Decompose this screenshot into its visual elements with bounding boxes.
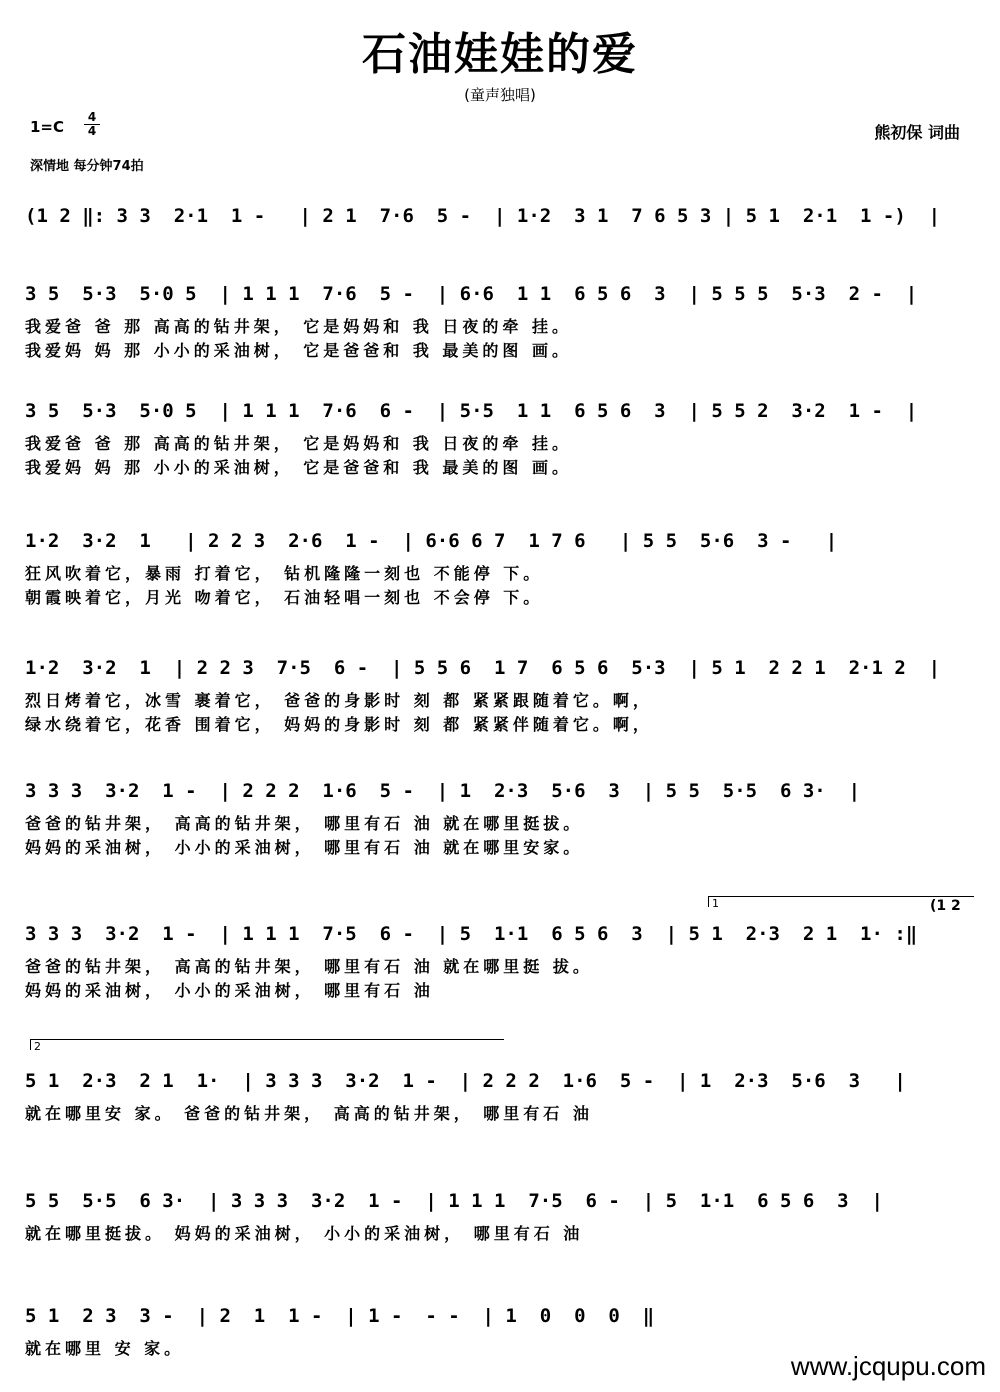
notes-line: 5 1 2·3 2 1 1· | 3 3 3 3·2 1 - | 2 2 2 1·6 5 - | 1 2·3 5·6 3 | [25,1070,906,1092]
volta-first-label: 1 [712,897,719,910]
lyric-verse-1: 我爱爸 爸 那 高高的钻井架， 它是妈妈和 我 日夜的牵 挂。 [25,434,572,453]
notes-line: 5 5 5·5 6 3· | 3 3 3 3·2 1 - | 1 1 1 7·5 6 - | 5 1·1 6 5 6 3 | [25,1190,883,1212]
notes-line: 3 3 3 3·2 1 - | 1 1 1 7·5 6 - | 5 1·1 6 5 6 3 | 5 1 2·3 2 1 1· :‖ [25,923,918,945]
lyric-verse-1: 我爱爸 爸 那 高高的钻井架， 它是妈妈和 我 日夜的牵 挂。 [25,317,572,336]
volta-second-ending [30,1039,504,1053]
lyric-verse-1: 爸爸的钻井架， 高高的钻井架， 哪里有石 油 就在哪里挺 拔。 [25,957,593,976]
song-title: 石油娃娃的爱 [362,29,638,80]
notes-line: 3 5 5·3 5·0 5 | 1 1 1 7·6 5 - | 6·6 1 1 6 5 6 3 | 5 5 5 5·3 2 - | [25,283,918,305]
notes-line: 1·2 3·2 1 | 2 2 3 2·6 1 - | 6·6 6 7 1 7 6 | 5 5 5·6 3 - | [25,530,838,552]
lyric-verse-1: 就在哪里挺拔。 妈妈的采油树， 小小的采油树， 哪里有石 油 [25,1224,584,1243]
lyric-verse-2: 妈妈的采油树， 小小的采油树， 哪里有石 油 就在哪里安家。 [25,838,584,857]
volta-second-label: 2 [34,1040,41,1053]
key-signature: 1=C [30,118,65,136]
site-watermark: www.jcqupu.com [790,1351,986,1381]
lyric-verse-1: 爸爸的钻井架， 高高的钻井架， 哪里有石 油 就在哪里挺拔。 [25,814,584,833]
lyric-verse-1: 狂风吹着它，暴雨 打着它， 钻机隆隆一刻也 不能停 下。 [25,564,544,583]
time-signature-top: 4 [87,110,97,124]
lyric-verse-2: 朝霞映着它，月光 吻着它， 石油轻唱一刻也 不会停 下。 [25,588,544,607]
lyric-verse-1: 烈日烤着它，冰雪 裹着它， 爸爸的身影时 刻 都 紧紧跟随着它。啊， [25,691,653,710]
lyric-verse-1: 就在哪里安 家。 爸爸的钻井架， 高高的钻井架， 哪里有石 油 [25,1104,593,1123]
tempo-marking: 深情地 每分钟74拍 [30,159,144,174]
lyric-verse-2: 妈妈的采油树， 小小的采油树， 哪里有石 油 [25,981,434,1000]
notes-line: 1·2 3·2 1 | 2 2 3 7·5 6 - | 5 5 6 1 7 6 5 6 5·3 | 5 1 2 2 1 2·1 2 | [25,657,941,679]
notes-line: 5 1 2 3 3 - | 2 1 1 - | 1 - - - | 1 0 0 0 ‖ [25,1305,655,1327]
notes-line: (1 2 ‖: 3 3 2·1 1 - | 2 1 7·6 5 - | 1·2 3 1 7 6 5 3 | 5 1 2·1 1 -) | [25,205,941,227]
song-subtitle: (童声独唱) [464,86,536,104]
notes-line: 3 3 3 3·2 1 - | 2 2 2 1·6 5 - | 1 2·3 5·6 3 | 5 5 5·5 6 3· | [25,780,861,802]
time-signature [84,111,100,138]
notes-line: 3 5 5·3 5·0 5 | 1 1 1 7·6 6 - | 5·5 1 1 6 5 6 3 | 5 5 2 3·2 1 - | [25,400,918,422]
lyric-verse-2: 我爱妈 妈 那 小小的采油树， 它是爸爸和 我 最美的图 画。 [25,341,572,360]
pickup-notes: (1 2 [930,898,961,914]
time-signature-bottom: 4 [87,124,97,138]
composer-credit: 熊初保 词曲 [874,123,960,142]
lyric-verse-2: 我爱妈 妈 那 小小的采油树， 它是爸爸和 我 最美的图 画。 [25,458,572,477]
lyric-verse-1: 就在哪里 安 家。 [25,1339,185,1358]
lyric-verse-2: 绿水绕着它，花香 围着它， 妈妈的身影时 刻 都 紧紧伴随着它。啊， [25,715,653,734]
